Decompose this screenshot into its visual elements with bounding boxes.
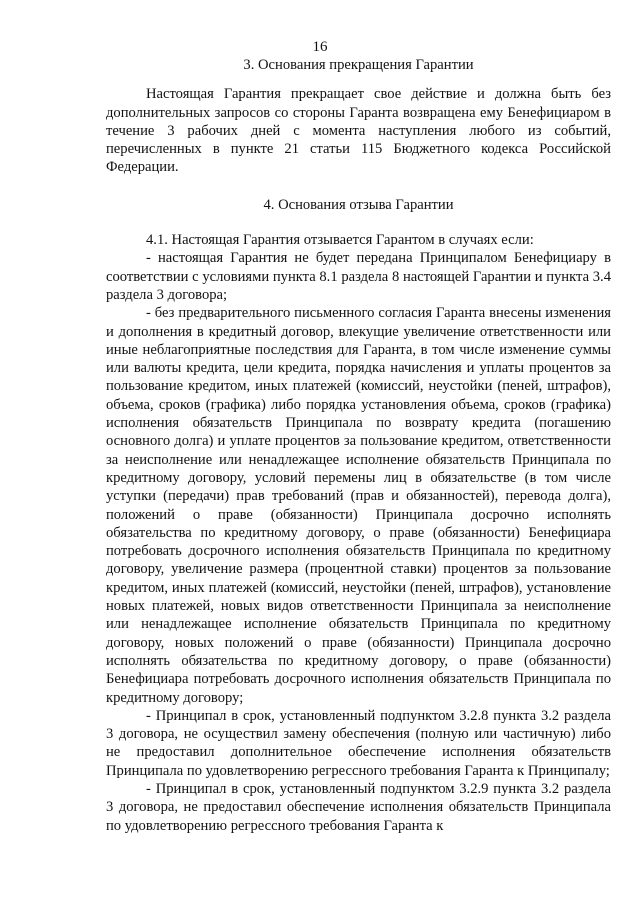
section-3-paragraph: Настоящая Гарантия прекращает свое действие и должна быть без дополнительных запросов со стороны Гаранта возвращена ему Бенефициаром в течение 3 рабочих дней с момента наступления любого из событий, перечисленных в пункте 21 статьи 115 Бюджетного кодекса Российской Федерации.	[106, 86, 611, 176]
clause-4-1: 4.1. Настоящая Гарантия отзывается Гарантом в случаях если:	[146, 232, 534, 249]
clause-bullet-4: - Принципал в срок, установленный подпунктом 3.2.9 пункта 3.2 раздела 3 договора, не предоставил обеспечение исполнения обязательств Принципала по удовлетворению регрессного требования Гаранта к	[106, 780, 611, 834]
document-body	[106, 56, 611, 835]
clause-bullet-2: - без предварительного письменного согласия Гаранта внесены изменения и дополнения в кредитный договор, влекущие увеличение ответственности или иные неблагоприятные последствия для Гаранта, в том числе изменение суммы или валюты кредита, цели кредита, порядка начисления и уплаты процентов за пользование кредитом, иных платежей (комиссий, неустойки (пеней, штрафов), объема, сроков (графика) либо порядка установления объема, сроков (графика) исполнения обязательств Принципала по возврату кредита (погашению основного долга) и уплате процентов за пользование кредитом, ответственности за неисполнение или ненадлежащее исполнение обязательств Принципала по кредитному договору, условий перемены лиц в обязательстве (в том числе уступки (передачи) прав требований (прав и обязанностей), перевода долга), положений о праве (обязанности) Принципала досрочно исполнять обязательства по кредитному договору, о праве (обязанности) Бенефициара потребовать досрочного исполнения обязательств Принципала по кредитному договору, увеличение размера (процентной ставки) процентов за пользование кредитом, иных платежей (комиссий, неустойки (пеней, штрафов), установление новых платежей, новых видов ответственности Принципала за неисполнение или ненадлежащее исполнение обязательств Принципала по кредитному договору, новых положений о праве (обязанности) Принципала досрочно исполнять обязательства по кредитному договору, о праве (обязанности) Бенефициара потребовать досрочного исполнения обязательств Принципала по кредитному договору;	[106, 305, 611, 706]
section-3-heading: 3. Основания прекращения Гарантии	[243, 57, 474, 73]
clause-bullet-3: - Принципал в срок, установленный подпунктом 3.2.8 пункта 3.2 раздела 3 договора, не осуществил замену обеспечения (полную или частичную) либо не предоставил дополнительное обеспечение исполнения обязательств Принципала по удовлетворению регрессного требования Гаранта к Принципалу;	[106, 707, 611, 779]
page-number: 16	[312, 39, 328, 55]
clause-bullet-1: - настоящая Гарантия не будет передана Принципалом Бенефициару в соответствии с условиями пункта 8.1 раздела 8 настоящей Гарантии и пункта 3.4 раздела 3 договора;	[106, 250, 611, 303]
section-4-heading: 4. Основания отзыва Гарантии	[263, 196, 454, 213]
